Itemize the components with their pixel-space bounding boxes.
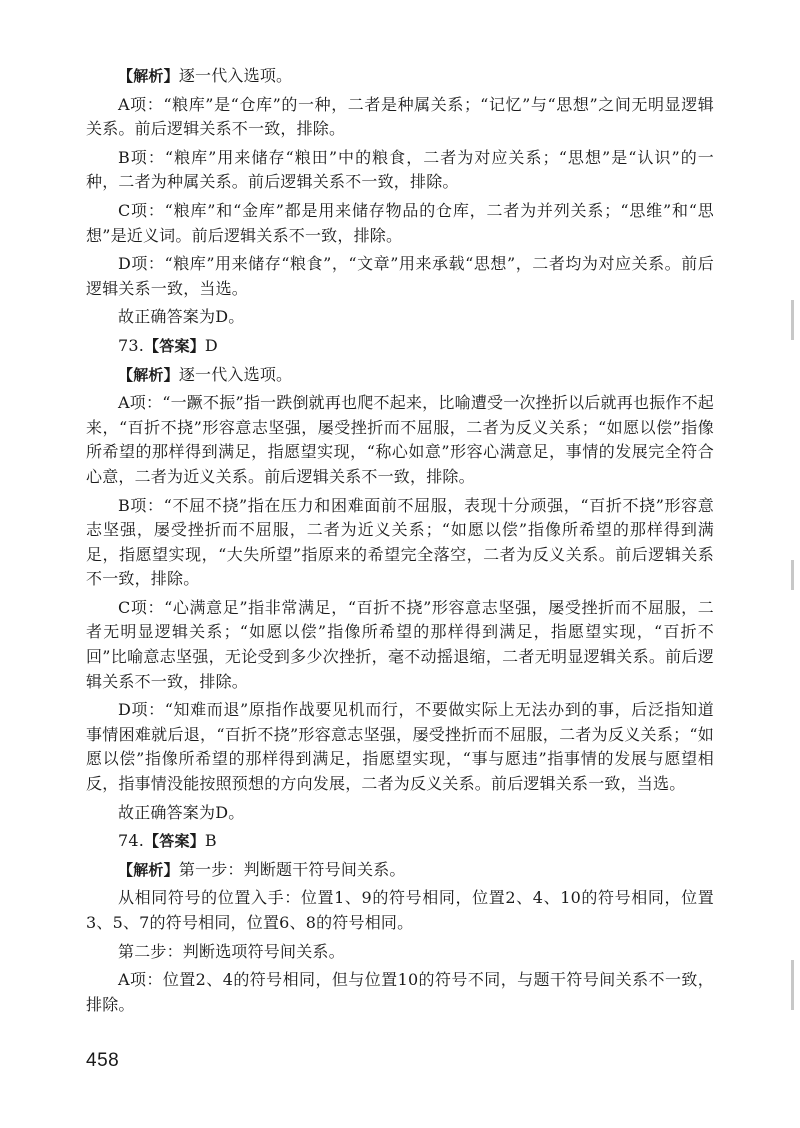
analysis-label: 【解析】 <box>118 67 179 85</box>
option-d-paragraph: D项：“粮库”用来储存“粮食”，“文章”用来承载“思想”，二者均为对应关系。前后逻辑关系一致，当选。 <box>86 254 714 298</box>
question-number: 73. <box>118 335 145 355</box>
answer-label: 【答案】 <box>144 832 205 851</box>
option-a-paragraph: A项：“粮库”是“仓库”的一种，二者是种属关系；“记忆”与“思想”之间无明显逻辑关系。前后逻辑关系不一致，排除。 <box>86 94 714 139</box>
scan-edge-mark <box>791 300 794 340</box>
answer-line-73 <box>86 334 714 359</box>
option-b-paragraph: B项：“不屈不挠”指在压力和困难面前不屈服，表现十分顽强，“百折不挠”形容意志坚强，屡受挫折而不屈服，二者为近义关系；“如愿以偿”指像所希望的那样得到满足，指愿望实现，“大失所望”指原来的希望完全落空，二者为反义关系。前后逻辑关系不一致，排除。 <box>86 495 714 589</box>
answer-value: B <box>204 831 217 851</box>
analysis-label: 【解析】 <box>118 365 179 384</box>
analysis-paragraph <box>86 64 714 89</box>
analysis-paragraph <box>86 858 714 883</box>
answer-value: D <box>204 335 218 355</box>
analysis-label: 【解析】 <box>118 860 179 879</box>
question-number: 74. <box>118 831 145 851</box>
conclusion-paragraph: 故正确答案为D。 <box>118 802 245 822</box>
scan-edge-mark <box>791 960 794 1010</box>
body-paragraph: 从相同符号的位置入手：位置1、9的符号相同，位置2、4、10的符号相同，位置3、5、7的符号相同，位置6、8的符号相同。 <box>86 888 714 932</box>
step-paragraph: 第二步：判断选项符号间关系。 <box>118 941 345 961</box>
option-c-paragraph: C项：“粮库”和“金库”都是用来储存物品的仓库，二者为并列关系；“思维”和“思想”是近义词。前后逻辑关系不一致，排除。 <box>86 200 714 245</box>
scan-edge-mark <box>791 560 794 590</box>
option-a-paragraph: A项：“一蹶不振”指一跌倒就再也爬不起来，比喻遭受一次挫折以后就再也振作不起来，“百折不挠”形容意志坚强，屡受挫折而不屈服，二者为反义关系；“如愿以偿”指像所希望的那样得到满足，指愿望实现，“称心如意”形容心满意足，事情的发展完全符合心意，二者为近义关系。前后逻辑关系不一致，排除。 <box>86 393 714 486</box>
option-b-paragraph: B项：“粮库”用来储存“粮田”中的粮食，二者为对应关系；“思想”是“认识”的一种，二者为种属关系。前后逻辑关系不一致，排除。 <box>86 147 714 192</box>
option-a-paragraph: A项：位置2、4的符号相同，但与位置10的符号不同，与题干符号间关系不一致，排除。 <box>86 970 714 1014</box>
answer-line-74 <box>86 829 714 854</box>
page-content <box>86 64 714 1017</box>
page-number: 458 <box>86 1050 120 1071</box>
conclusion-paragraph: 故正确答案为D。 <box>118 307 245 327</box>
paragraph-text: 逐一代入选项。 <box>178 364 293 384</box>
paragraph-text: 第一步：判断题干符号间关系。 <box>178 859 406 879</box>
option-d-paragraph: D项：“知难而退”原指作战要见机而行，不要做实际上无法办到的事，后泛指知道事情困难就后退，“百折不挠”形容意志坚强，屡受挫折而不屈服，二者为反义关系；“如愿以偿”指像所希望的那样得到满足，指愿望实现，“事与愿违”指事情的发展与愿望相反，指事情没能按照预想的方向发展，二者为反义关系。前后逻辑关系一致，当选。 <box>86 700 714 794</box>
answer-label: 【答案】 <box>144 336 205 355</box>
paragraph-text: 逐一代入选项。 <box>178 66 293 85</box>
option-c-paragraph: C项：“心满意足”指非常满足，“百折不挠”形容意志坚强，屡受挫折而不屈服，二者无明显逻辑关系；“如愿以偿”指像所希望的那样得到满足，指愿望实现，“百折不回”比喻意志坚强，无论受到多少次挫折，毫不动摇退缩，二者无明显逻辑关系。前后逻辑关系不一致，排除。 <box>86 597 714 691</box>
analysis-paragraph <box>86 363 714 388</box>
